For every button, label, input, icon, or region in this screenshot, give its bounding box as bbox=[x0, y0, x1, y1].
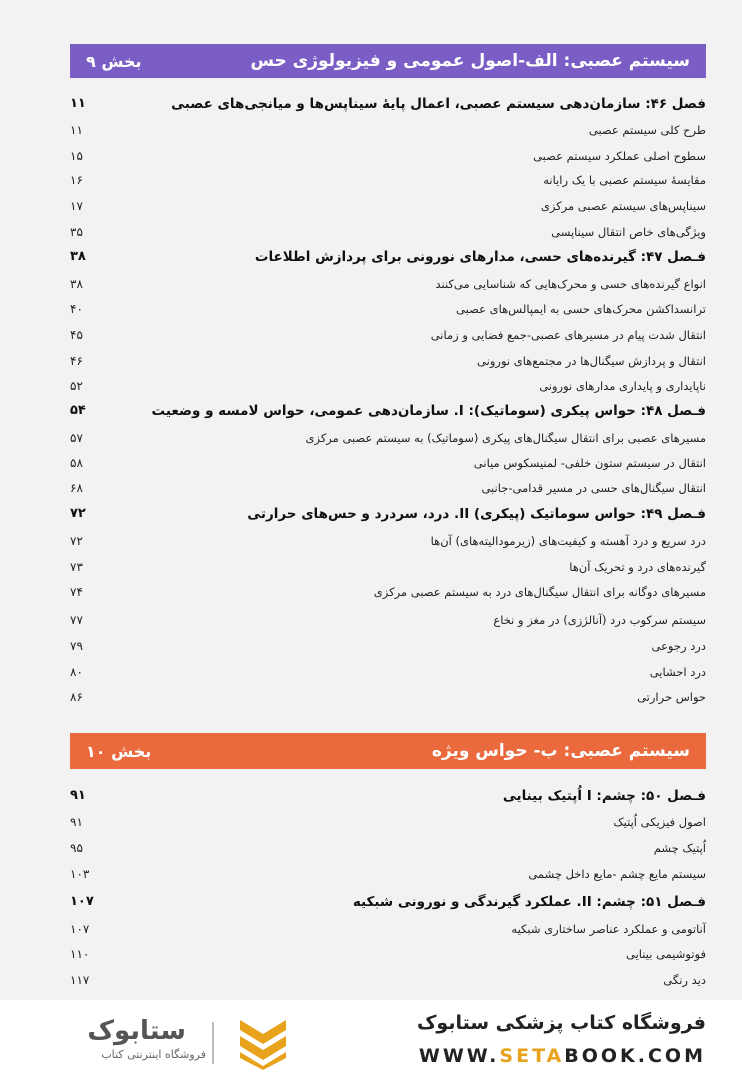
page-number: ۳۸ bbox=[70, 249, 86, 264]
topic-entry bbox=[70, 580, 706, 604]
store-name: فروشگاه کتاب پزشکی ستابوک bbox=[416, 1012, 706, 1034]
page-number: ۷۲ bbox=[70, 506, 86, 521]
chapter-entry bbox=[70, 502, 706, 526]
page-number: ۹۵ bbox=[70, 841, 83, 855]
section-part-label: بخش ۱۰ bbox=[86, 741, 152, 761]
page-number: ۶۸ bbox=[70, 481, 83, 495]
chapter-title: فـصل ۴۷: گیرنده‌های حسی، مدارهای نورونی برای پردازش اطلاعات bbox=[254, 249, 706, 265]
chapter-title: فـصل ۴۸: حواس پیکری (سوماتیک): I. سازمان‌دهی عمومی، حواس لامسه و وضعیت bbox=[151, 403, 706, 419]
page-number: ۷۷ bbox=[70, 613, 83, 627]
page-number: ۸۰ bbox=[70, 665, 83, 679]
topic-entry bbox=[70, 634, 706, 658]
page-number: ۵۲ bbox=[70, 379, 83, 393]
topic-title: سیناپس‌های سیستم عصبی مرکزی bbox=[540, 199, 706, 213]
topic-title: سیستم مایع چشم -مایع داخل چشمی bbox=[528, 867, 706, 881]
chapter-title: فـصل ۵۰: چشم: I اُپتیک بینایی bbox=[502, 788, 706, 804]
page-number: ۳۵ bbox=[70, 225, 83, 239]
logo-divider bbox=[212, 1022, 214, 1064]
topic-title: انتقال شدت پیام در مسیرهای عصبی-جمع فضایی و زمانی bbox=[430, 328, 706, 342]
url-prefix: WWW. bbox=[418, 1045, 500, 1067]
topic-title: انتقال و پردازش سیگنال‌ها در مجتمع‌های نورونی bbox=[477, 354, 706, 368]
topic-title: دید رنگی bbox=[663, 973, 706, 987]
topic-title: درد رجوعی bbox=[651, 639, 706, 653]
topic-title: سیستم سرکوب درد (آنالژزی) در مغز و نخاع bbox=[493, 613, 706, 627]
topic-entry bbox=[70, 836, 706, 860]
topic-title: ناپایداری و پایداری مدارهای نورونی bbox=[539, 379, 706, 393]
topic-entry bbox=[70, 810, 706, 834]
page-number: ۱۱۰ bbox=[70, 947, 90, 961]
page-number: ۷۳ bbox=[70, 560, 83, 574]
topic-title: فوتوشیمی بینایی bbox=[625, 947, 706, 961]
topic-entry bbox=[70, 144, 706, 168]
topic-entry bbox=[70, 529, 706, 553]
page-number: ۷۴ bbox=[70, 585, 83, 599]
topic-title: طرح کلی سیستم عصبی bbox=[588, 123, 706, 137]
topic-entry bbox=[70, 660, 706, 684]
page-number: ۷۲ bbox=[70, 534, 83, 548]
section-title: سیستم عصبی: الف-اصول عمومی و فیزیولوژی حس bbox=[250, 51, 690, 71]
page-number: ۸۶ bbox=[70, 690, 83, 704]
topic-title: حواس حرارتی bbox=[637, 690, 706, 704]
page-number: ۴۵ bbox=[70, 328, 83, 342]
section-title: سیستم عصبی: ب- حواس ویژه bbox=[431, 741, 690, 761]
topic-entry bbox=[70, 349, 706, 373]
page-number: ۱۷ bbox=[70, 199, 83, 213]
topic-entry bbox=[70, 374, 706, 398]
page-number: ۴۰ bbox=[70, 302, 83, 316]
page-number: ۱۰۷ bbox=[70, 894, 94, 909]
topic-entry bbox=[70, 118, 706, 142]
topic-title: مقایسهٔ سیستم عصبی با یک رایانه bbox=[543, 173, 706, 187]
topic-title: ترانسداکشن محرک‌های حسی به ایمپالس‌های عصبی bbox=[456, 302, 706, 316]
chapter-entry bbox=[70, 92, 706, 116]
page-number: ۵۴ bbox=[70, 403, 86, 418]
topic-entry bbox=[70, 685, 706, 709]
topic-title: ویژگی‌های خاص انتقال سیناپسی bbox=[551, 225, 706, 239]
page-number: ۵۸ bbox=[70, 456, 83, 470]
chapter-title: فصل ۴۶: سازمان‌دهی سیستم عصبی، اعمال پایهٔ سیناپس‌ها و میانجی‌های عصبی bbox=[171, 96, 706, 112]
topic-entry bbox=[70, 968, 706, 992]
topic-entry bbox=[70, 942, 706, 966]
chapter-entry bbox=[70, 784, 706, 808]
store-url-link[interactable] bbox=[419, 1045, 706, 1067]
section-part-label: بخش ۹ bbox=[86, 51, 142, 71]
chapter-entry bbox=[70, 399, 706, 423]
page-number: ۱۰۳ bbox=[70, 867, 90, 881]
topic-entry bbox=[70, 555, 706, 579]
topic-title: مسیرهای عصبی برای انتقال سیگنال‌های پیکری (سوماتیک) به سیستم عصبی مرکزی bbox=[305, 431, 706, 445]
topic-entry bbox=[70, 297, 706, 321]
chapter-title: فـصل ۴۹: حواس سوماتیک (پیکری) II. درد، سردرد و حس‌های حرارتی bbox=[247, 506, 706, 522]
topic-title: مسیرهای دوگانه برای انتقال سیگنال‌های درد به سیستم عصبی مرکزی bbox=[373, 585, 706, 599]
topic-entry bbox=[70, 426, 706, 450]
chapter-entry bbox=[70, 245, 706, 269]
chapter-entry bbox=[70, 890, 706, 914]
topic-entry bbox=[70, 272, 706, 296]
chevron-logo-icon bbox=[236, 1014, 290, 1070]
topic-entry bbox=[70, 220, 706, 244]
store-logo[interactable] bbox=[36, 1014, 286, 1070]
topic-entry bbox=[70, 451, 706, 475]
logo-wordmark: ستابوک bbox=[87, 1016, 186, 1046]
page-number: ۳۸ bbox=[70, 277, 83, 291]
page-number: ۹۱ bbox=[70, 815, 83, 829]
topic-title: انتقال در سیستم ستون خلفی- لمنیسکوس میانی bbox=[473, 456, 706, 470]
url-highlight: SETA bbox=[499, 1045, 565, 1067]
page-number: ۱۰۷ bbox=[70, 922, 90, 936]
topic-entry bbox=[70, 608, 706, 632]
page-number: ۱۱۷ bbox=[70, 973, 90, 987]
topic-entry bbox=[70, 476, 706, 500]
topic-entry bbox=[70, 323, 706, 347]
topic-title: درد سریع و درد آهسته و کیفیت‌های (زیرمودالیته‌های) آن‌ها bbox=[430, 534, 706, 548]
topic-title: درد احشایی bbox=[649, 665, 706, 679]
topic-title: سطوح اصلی عملکرد سیستم عصبی bbox=[533, 149, 706, 163]
chapter-title: فـصل ۵۱: چشم: II. عملکرد گیرندگی و نورونی شبکیه bbox=[352, 894, 706, 910]
logo-tagline: فروشگاه اینترنتی کتاب bbox=[101, 1048, 206, 1061]
topic-title: اُپتیک چشم bbox=[653, 841, 706, 855]
page-number: ۱۱ bbox=[70, 96, 86, 111]
page-number: ۵۷ bbox=[70, 431, 83, 445]
page-number: ۷۹ bbox=[70, 639, 83, 653]
topic-title: گیرنده‌های درد و تحریک آن‌ها bbox=[569, 560, 706, 574]
url-suffix: BOOK.COM bbox=[564, 1045, 706, 1067]
topic-title: آناتومی و عملکرد عناصر ساختاری شبکیه bbox=[511, 922, 706, 936]
page-number: ۱۵ bbox=[70, 149, 83, 163]
topic-entry bbox=[70, 917, 706, 941]
page-number: ۹۱ bbox=[70, 788, 86, 803]
topic-title: انتقال سیگنال‌های حسی در مسیر قدامی-جانبی bbox=[481, 481, 706, 495]
page-number: ۴۶ bbox=[70, 354, 83, 368]
page-number: ۱۱ bbox=[70, 123, 83, 137]
topic-title: انواع گیرنده‌های حسی و محرک‌هایی که شناسایی می‌کنند bbox=[435, 277, 706, 291]
topic-entry bbox=[70, 194, 706, 218]
topic-entry bbox=[70, 862, 706, 886]
topic-title: اصول فیزیکی اُپتیک bbox=[613, 815, 706, 829]
topic-entry bbox=[70, 168, 706, 192]
page-number: ۱۶ bbox=[70, 173, 83, 187]
